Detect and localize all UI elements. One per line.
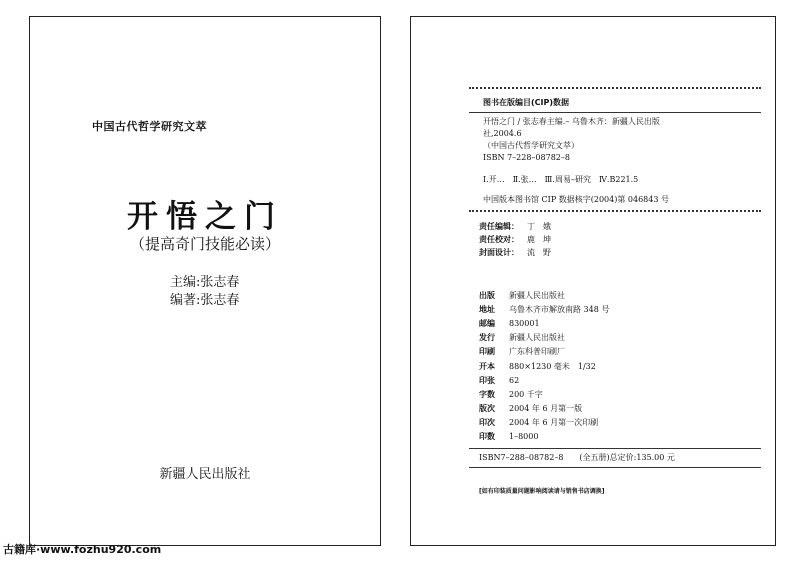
- staff-label: 责任校对：: [479, 235, 519, 244]
- pub-info-value: 1–8000: [509, 432, 539, 441]
- staff-value: 流 野: [527, 248, 551, 257]
- pub-info-row: [479, 361, 596, 373]
- right-page: [410, 16, 776, 546]
- staff-row: [479, 247, 551, 259]
- pub-info-row: [479, 346, 565, 358]
- classification: Ⅰ.开… Ⅱ.张… Ⅲ.周易–研究 Ⅳ.B221.5: [483, 175, 639, 184]
- cip-line: 社,2004.6: [483, 129, 522, 138]
- pub-info-label: 地址: [479, 305, 495, 314]
- staff-value: 丁 娥: [527, 222, 551, 231]
- editor-credit: 主编:张志春: [170, 275, 240, 290]
- pub-info-label: 开本: [479, 362, 495, 371]
- pub-info-label: 出版: [479, 291, 495, 300]
- pub-info-label: 邮编: [479, 319, 495, 328]
- pub-info-label: 印张: [479, 376, 495, 385]
- pub-info-row: [479, 403, 582, 415]
- staff-value: 鹿 坤: [527, 235, 551, 244]
- pub-info-row: [479, 431, 538, 443]
- pub-info-value: 2004 年 6 月第一次印刷: [509, 418, 599, 427]
- pub-info-label: 印数: [479, 432, 495, 441]
- pub-info-value: 新疆人民出版社: [509, 291, 565, 300]
- publisher-name: 新疆人民出版社: [159, 467, 251, 482]
- author-credit: 编著:张志春: [170, 293, 240, 308]
- left-page: [29, 16, 381, 546]
- pub-info-row: [479, 417, 598, 429]
- pub-info-value: 乌鲁木齐市解放南路 348 号: [509, 305, 610, 314]
- staff-row: [479, 221, 551, 233]
- pub-info-row: [479, 332, 565, 344]
- pub-info-row: [479, 318, 540, 330]
- pub-info-value: 830001: [509, 319, 540, 328]
- pub-info-value: 200 千字: [509, 390, 543, 399]
- dotted-divider-middle: [469, 210, 761, 212]
- cip-number: 中国版本图书馆 CIP 数据核字(2004)第 046843 号: [483, 195, 669, 204]
- dotted-divider-top: [469, 87, 761, 89]
- staff-label: 封面设计：: [479, 248, 519, 257]
- cip-line: ISBN 7–228–08782–8: [483, 153, 570, 162]
- pub-info-value: 广东科普印刷厂: [509, 347, 565, 356]
- pub-info-value: 880×1230 毫米 1/32: [509, 362, 596, 371]
- isbn-price: ISBN7–288–08782–8 (全五册)总定价:135.00 元: [479, 453, 675, 462]
- staff-row: [479, 234, 551, 246]
- pub-info-value: 62: [509, 376, 520, 385]
- pub-info-row: [479, 389, 543, 401]
- cip-line: 开悟之门 / 张志春主编.– 乌鲁木齐：新疆人民出版: [483, 117, 660, 126]
- cip-line: （中国古代哲学研究文萃）: [483, 141, 579, 150]
- cip-heading: 图书在版编目(CIP)数据: [483, 98, 570, 107]
- pub-info-label: 版次: [479, 404, 495, 413]
- isbn-rule-bottom: [469, 467, 761, 468]
- pub-info-row: [479, 290, 565, 302]
- staff-label: 责任编辑：: [479, 222, 519, 231]
- pub-info-label: 字数: [479, 390, 495, 399]
- book-subtitle: （提高奇门技能必读）: [129, 235, 280, 253]
- book-title: 开悟之门: [127, 199, 283, 235]
- pub-info-label: 印刷: [479, 347, 495, 356]
- site-watermark: 古籍库·www.fozhu920.com: [3, 543, 162, 556]
- isbn-rule-top: [469, 448, 761, 449]
- pub-info-label: 印次: [479, 418, 495, 427]
- pub-info-value: 新疆人民出版社: [509, 333, 565, 342]
- series-name: 中国古代哲学研究文萃: [92, 120, 207, 133]
- pub-info-value: 2004 年 6 月第一版: [509, 404, 583, 413]
- cip-heading-rule: [469, 112, 761, 113]
- pub-info-label: 发行: [479, 333, 495, 342]
- quality-notice: [如有印装质量问题影响阅读请与销售书店调换]: [479, 488, 605, 495]
- pub-info-row: [479, 304, 609, 316]
- pub-info-row: [479, 375, 519, 387]
